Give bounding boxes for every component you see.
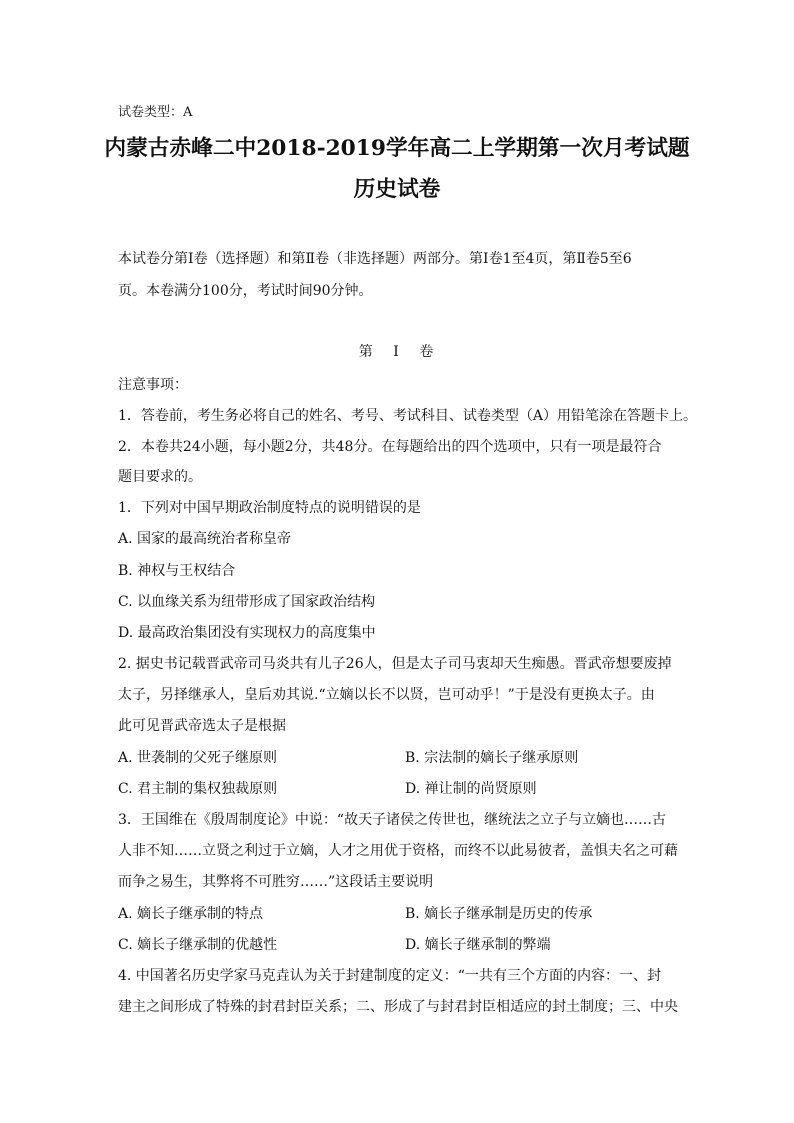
question-4-stem-line-2: 建主之间形成了特殊的封君封臣关系；二、形成了与封君封臣相适应的封土制度；三、中央 [118, 999, 678, 1015]
question-2-option-d: D. 禅让制的尚贤原则 [405, 781, 537, 797]
notes-item-2-line-1: 2．本卷共24小题，每小题2分，共48分。在每题给出的四个选项中，只有一项是最符合 [118, 439, 662, 455]
question-1-option-a: A. 国家的最高统治者称皇帝 [118, 531, 292, 547]
notes-heading: 注意事项： [118, 377, 188, 393]
paper-type-label: 试卷类型：A [118, 105, 193, 120]
question-3-option-a: A. 嫡长子继承制的特点 [118, 906, 264, 922]
question-2-stem-line-3: 此可见晋武帝选太子是根据 [118, 718, 286, 734]
exam-subtitle: 历史试卷 [353, 177, 441, 202]
question-3-stem-line-1: 3．王国维在《殷周制度论》中说：“故天子诸侯之传世也，继统法之立子与立嫡也……古 [118, 812, 667, 828]
notes-item-2-line-2: 题目要求的。 [118, 469, 202, 485]
question-3-option-b: B. 嫡长子继承制是历史的传承 [405, 906, 593, 922]
question-2-option-a: A. 世袭制的父死子继原则 [118, 750, 278, 766]
exam-title: 内蒙古赤峰二中2018-2019学年高二上学期第一次月考试题 [104, 136, 690, 161]
question-3-stem-line-3: 而争之易生，其弊将不可胜穷……”这段话主要说明 [118, 874, 434, 890]
question-1-option-b: B. 神权与王权结合 [118, 563, 236, 579]
question-4-stem-line-1: 4. 中国著名历史学家马克垚认为关于封建制度的定义：“一共有三个方面的内容：一、封 [118, 968, 661, 984]
intro-line-2: 页。本卷满分100分，考试时间90分钟。 [118, 283, 373, 299]
section-title: 第 Ⅰ 卷 [358, 344, 442, 360]
question-2-option-b: B. 宗法制的嫡长子继承原则 [405, 750, 579, 766]
question-2-stem-line-2: 太子，另择继承人，皇后劝其说.“立嫡以长不以贤，岂可动乎！”于是没有更换太子。由 [118, 687, 655, 703]
question-1-option-c: C. 以血缘关系为纽带形成了国家政治结构 [118, 594, 376, 610]
question-2-stem-line-1: 2. 据史书记载晋武帝司马炎共有儿子26人，但是太子司马衷却天生痴愚。晋武帝想要废掉 [118, 656, 672, 672]
question-1-option-d: D. 最高政治集团没有实现权力的高度集中 [118, 625, 376, 641]
question-3-option-c: C. 嫡长子继承制的优越性 [118, 937, 278, 953]
question-3-option-d: D. 嫡长子继承制的弊端 [405, 937, 551, 953]
question-3-stem-line-2: 人非不知……立贤之利过于立嫡，人才之用优于资格，而终不以此易彼者，盖惧夫名之可藉 [118, 843, 678, 859]
intro-line-1: 本试卷分第Ⅰ卷（选择题）和第Ⅱ卷（非选择题）两部分。第Ⅰ卷1至4页，第Ⅱ卷5至6 [118, 251, 632, 267]
question-1-stem: 1．下列对中国早期政治制度特点的说明错误的是 [118, 500, 421, 516]
notes-item-1: 1．答卷前，考生务必将自己的姓名、考号、考试科目、试卷类型（A）用铅笔涂在答题卡上。 [118, 408, 698, 424]
question-2-option-c: C. 君主制的集权独裁原则 [118, 781, 278, 797]
